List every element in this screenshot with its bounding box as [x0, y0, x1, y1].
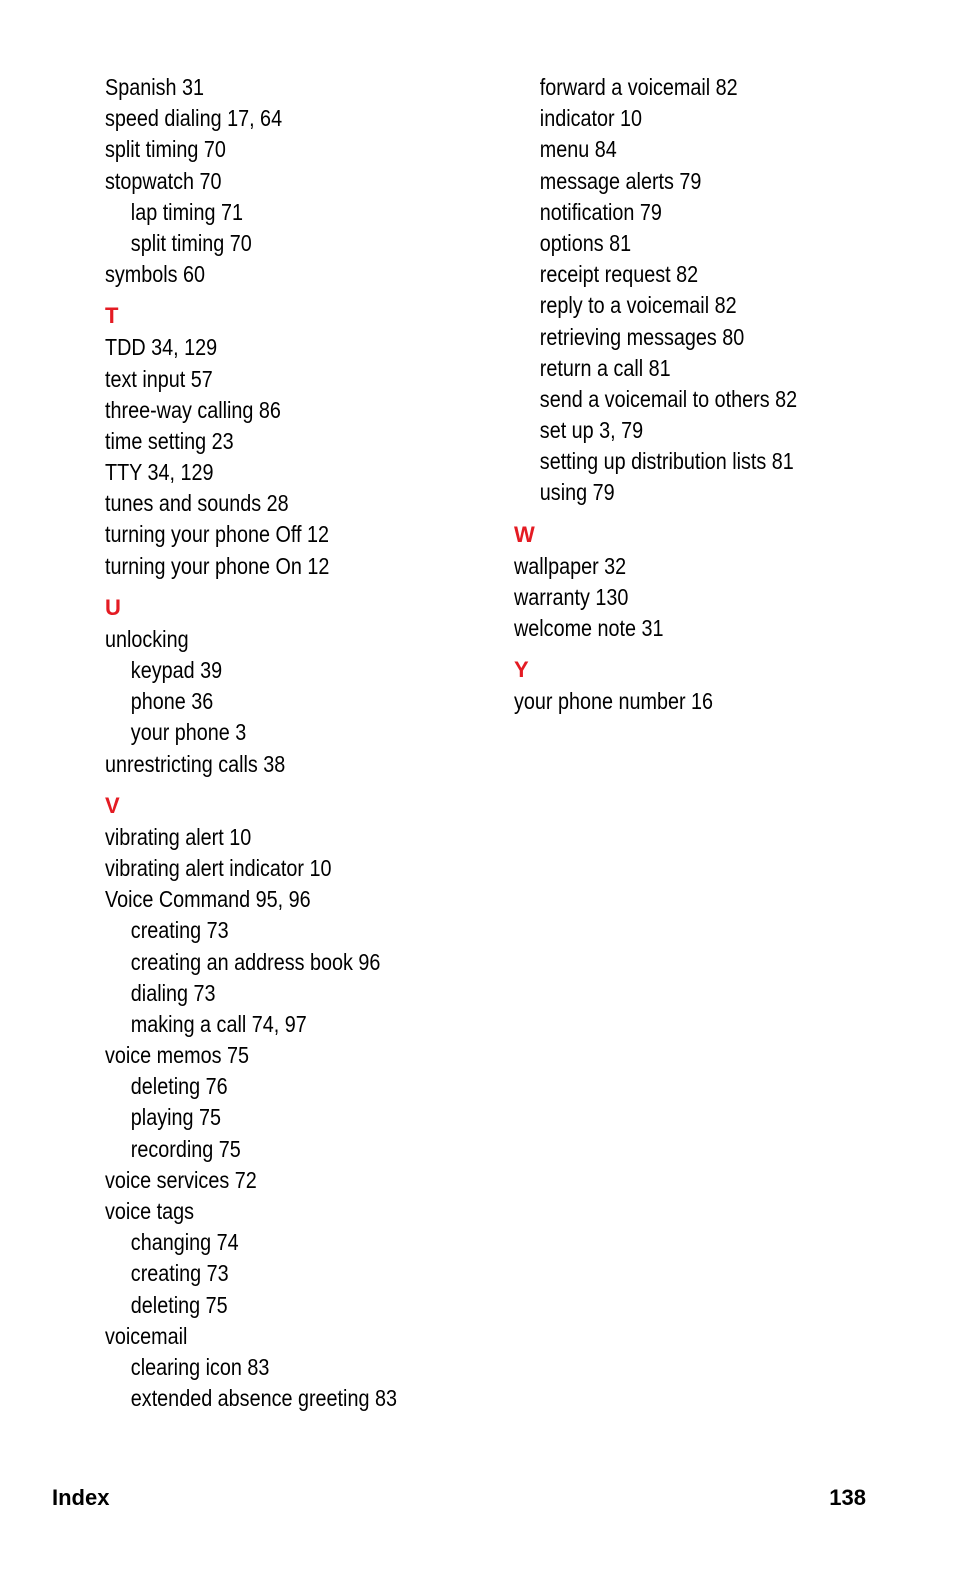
index-subentry: send a voicemail to others 82	[539, 385, 798, 412]
index-entry: stopwatch 70	[105, 167, 222, 194]
footer-section-label: Index	[52, 1485, 110, 1510]
index-subentry: deleting 75	[130, 1291, 228, 1318]
index-subentry: forward a voicemail 82	[539, 74, 738, 100]
index-subentry: creating 73	[130, 1260, 229, 1287]
index-entry: speed dialing 17, 64	[105, 105, 283, 132]
index-subentry: phone 36	[130, 688, 214, 715]
index-subentry: setting up distribution lists 81	[539, 448, 794, 475]
index-subentry: reply to a voicemail 82	[539, 292, 737, 319]
index-entry: TTY 34, 129	[105, 459, 214, 486]
index-entry: TDD 34, 129	[105, 334, 218, 361]
index-entry: voicemail	[105, 1322, 188, 1349]
index-entry: turning your phone Off 12	[105, 521, 329, 548]
index-letter-heading: Y	[514, 657, 529, 683]
index-entry: vibrating alert indicator 10	[105, 854, 332, 881]
index-subentry: deleting 76	[130, 1073, 228, 1100]
index-subentry: options 81	[539, 229, 632, 256]
index-entry: tunes and sounds 28	[105, 490, 289, 517]
index-subentry: your phone 3	[130, 719, 247, 746]
index-subentry: split timing 70	[130, 229, 252, 256]
index-entry: wallpaper 32	[514, 552, 627, 579]
index-letter-heading: W	[514, 521, 535, 547]
index-entry: symbols 60	[105, 261, 206, 288]
index-entry: your phone number 16	[514, 688, 714, 715]
index-subentry: clearing icon 83	[130, 1353, 270, 1380]
index-subentry: indicator 10	[539, 105, 643, 132]
index-entry: welcome note 31	[514, 615, 664, 641]
index-subentry: retrieving messages 80	[539, 323, 745, 350]
index-subentry: using 79	[539, 479, 615, 506]
index-subentry: creating 73	[130, 917, 229, 944]
index-entry: unlocking	[105, 625, 189, 652]
index-subentry: return a call 81	[539, 354, 671, 381]
index-entry: Voice Command 95, 96	[105, 886, 311, 913]
index-entry: split timing 70	[105, 136, 226, 163]
index-entry: voice tags	[105, 1198, 195, 1224]
index-column-right	[514, 72, 934, 717]
index-subentry: menu 84	[539, 136, 617, 163]
index-entry: voice memos 75	[105, 1042, 250, 1069]
index-subentry: extended absence greeting 83	[130, 1385, 397, 1412]
index-subentry: creating an address book 96	[130, 948, 381, 975]
index-entry: three-way calling 86	[105, 396, 281, 423]
index-subentry: lap timing 71	[130, 198, 243, 225]
index-entry: Spanish 31	[105, 74, 204, 100]
index-letter-heading: U	[105, 594, 121, 620]
index-letter-heading: T	[105, 303, 119, 329]
index-entry: vibrating alert 10	[105, 823, 252, 850]
index-entry: warranty 130	[514, 583, 629, 610]
index-entry: turning your phone On 12	[105, 552, 330, 579]
index-subentry: receipt request 82	[539, 261, 699, 288]
index-letter-heading: V	[105, 792, 120, 818]
index-subentry: making a call 74, 97	[130, 1010, 307, 1037]
index-subentry: keypad 39	[130, 657, 223, 683]
index-subentry: recording 75	[130, 1135, 241, 1162]
index-entry: time setting 23	[105, 427, 234, 454]
index-entry: voice services 72	[105, 1166, 257, 1193]
index-subentry: notification 79	[539, 198, 662, 225]
index-column-left	[105, 72, 505, 1414]
index-subentry: playing 75	[130, 1104, 221, 1131]
index-subentry: set up 3, 79	[539, 417, 644, 444]
index-subentry: dialing 73	[130, 979, 216, 1006]
footer-page-number: 138	[829, 1485, 866, 1510]
index-entry: text input 57	[105, 365, 213, 392]
index-subentry: message alerts 79	[539, 167, 702, 194]
index-subentry: changing 74	[130, 1229, 239, 1256]
index-entry: unrestricting calls 38	[105, 750, 286, 777]
